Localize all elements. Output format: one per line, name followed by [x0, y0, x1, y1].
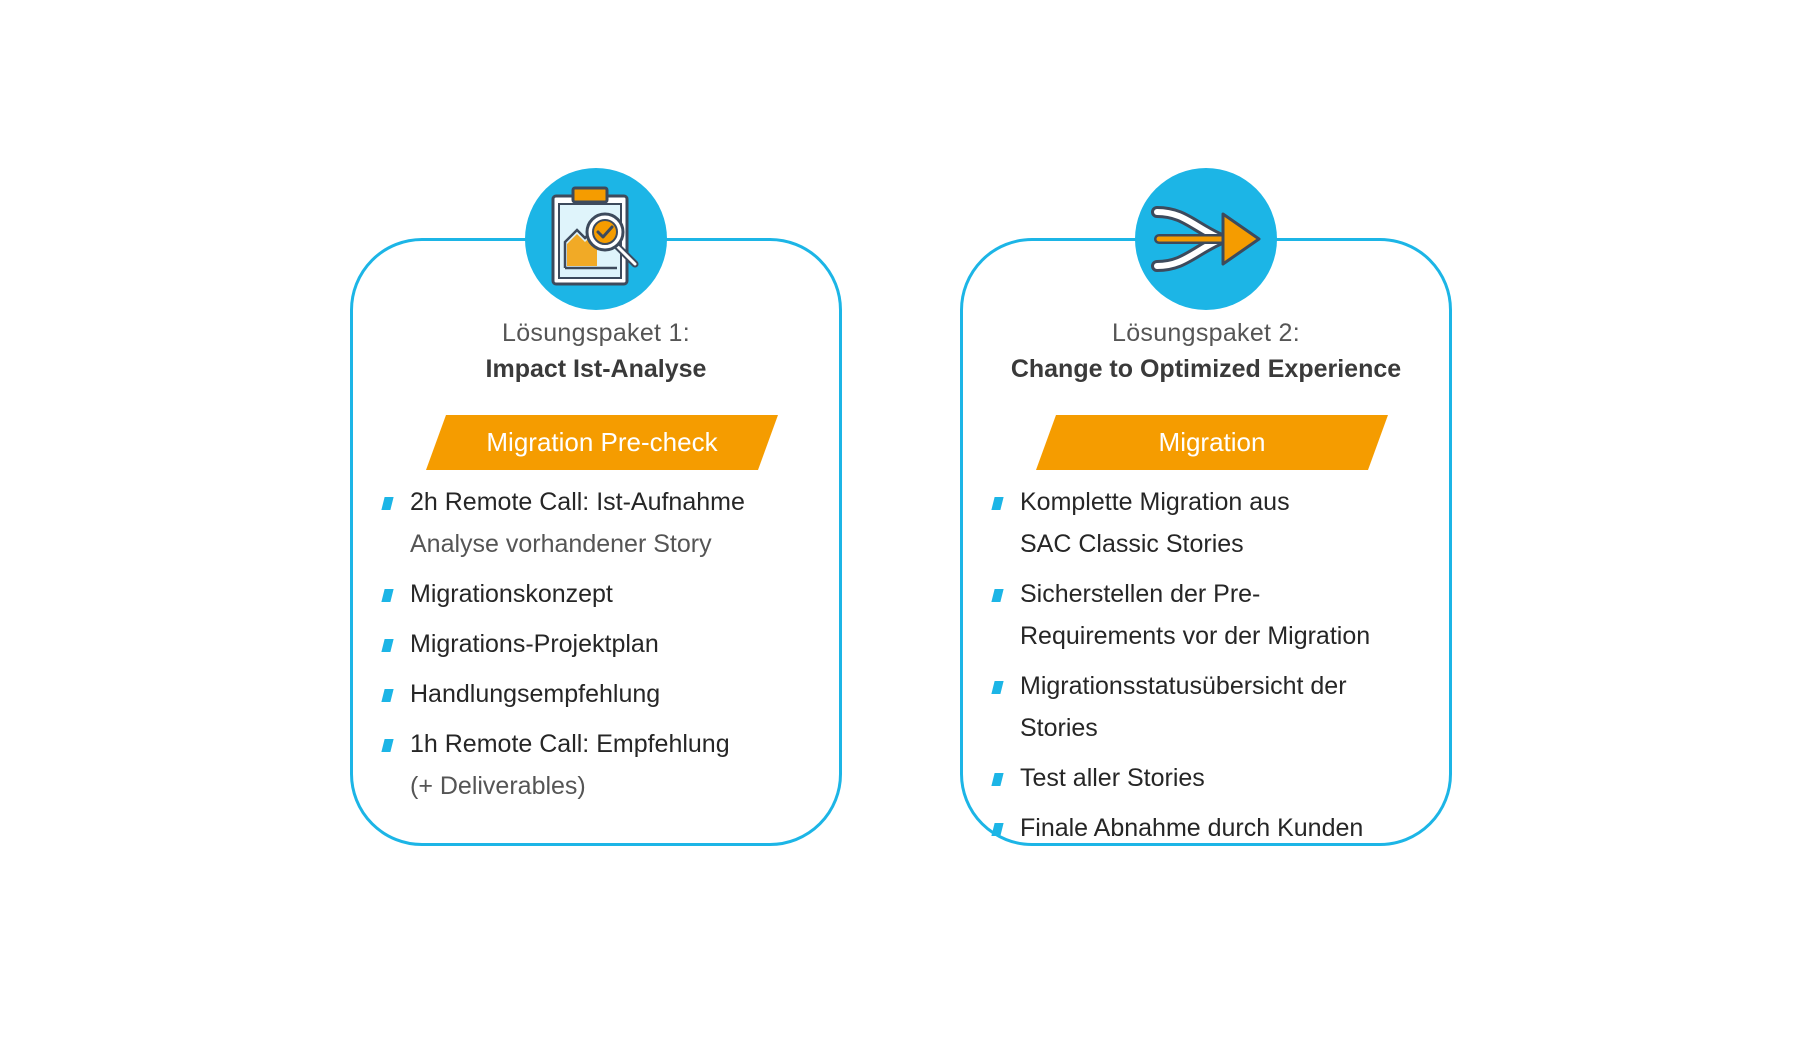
clipboard-analysis-icon [525, 168, 667, 310]
list-item-label: 1h Remote Call: Empfehlung [410, 730, 730, 758]
list-item-label: 2h Remote Call: Ist-Aufnahme [410, 488, 745, 516]
list-item [383, 623, 827, 665]
deliverables-list [993, 481, 1437, 857]
bullet-marker [991, 773, 1003, 786]
merge-arrow-icon [1135, 168, 1277, 310]
bullet-marker [991, 589, 1003, 602]
list-item [993, 481, 1437, 565]
solution-package-card-2 [960, 238, 1452, 846]
list-item-label: Finale Abnahme durch Kunden [1020, 814, 1364, 842]
package-title: Impact Ist-Analyse [485, 355, 707, 383]
solution-package-card-1 [350, 238, 842, 846]
list-item [993, 573, 1437, 657]
list-item [993, 807, 1437, 849]
list-item-detail: Analyse vorhandener Story [410, 530, 712, 558]
package-banner [1036, 415, 1388, 470]
banner-label: Migration [1158, 427, 1266, 457]
list-item-continuation: Stories [1020, 714, 1098, 742]
list-item-detail: (+ Deliverables) [410, 772, 586, 800]
list-item-label: Handlungsempfehlung [410, 680, 661, 708]
package-subtitle: Lösungspaket 2: [1112, 319, 1300, 347]
list-item [993, 757, 1437, 799]
package-subtitle: Lösungspaket 1: [502, 319, 690, 347]
package-title: Change to Optimized Experience [1010, 355, 1402, 383]
bullet-marker [991, 497, 1003, 510]
list-item-continuation: SAC Classic Stories [1020, 530, 1244, 558]
list-item [383, 573, 827, 615]
list-item [383, 673, 827, 715]
list-item [383, 481, 827, 565]
list-item-label: Sicherstellen der Pre- [1020, 580, 1261, 608]
package-banner [426, 415, 778, 470]
list-item [993, 665, 1437, 749]
bullet-marker [381, 589, 393, 602]
bullet-marker [381, 739, 393, 752]
list-item-label: Test aller Stories [1020, 764, 1205, 792]
bullet-marker [381, 639, 393, 652]
list-item-label: Komplette Migration aus [1020, 488, 1290, 516]
list-item-label: Migrations-Projektplan [410, 630, 659, 658]
bullet-marker [991, 681, 1003, 694]
deliverables-list [383, 481, 827, 815]
bullet-marker [381, 689, 393, 702]
list-item-continuation: Requirements vor der Migration [1020, 622, 1371, 650]
list-item [383, 723, 827, 807]
bullet-marker [381, 497, 393, 510]
banner-label: Migration Pre-check [486, 427, 718, 457]
list-item-label: Migrationskonzept [410, 580, 613, 608]
list-item-label: Migrationsstatusübersicht der [1020, 672, 1347, 700]
bullet-marker [991, 823, 1003, 836]
